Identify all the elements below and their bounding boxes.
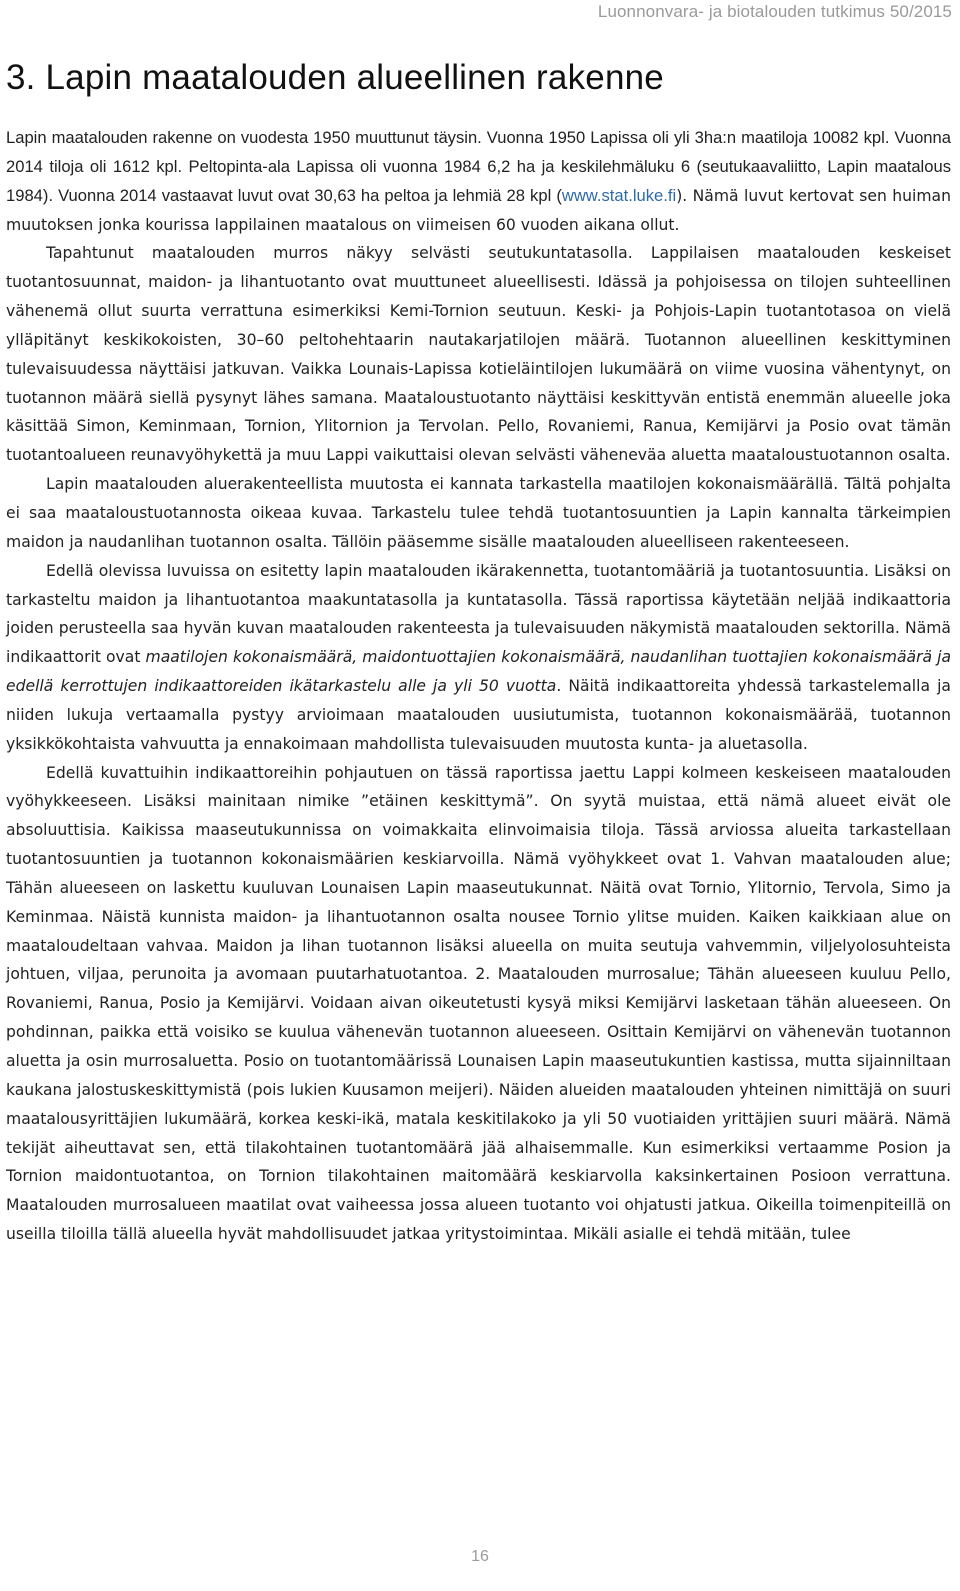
stat-luke-link[interactable]: www.stat.luke.fi bbox=[561, 185, 677, 205]
page-number: 16 bbox=[471, 1548, 489, 1565]
paragraph-4-indicators: maatilojen kokonaismäärä, maidontuottajien kokonaismäärä, naudanlihan tuottajien kokonaismäärä ja edellä kerrottujen indikaattoreiden ikätarkastelu alle ja yli 50 vuotta bbox=[6, 648, 952, 696]
paragraph-3: Lapin maatalouden aluerakenteellista muutosta ei kannata tarkastella maatilojen kokonaismäärällä. Tältä pohjalta ei saa maataloustuotannosta oikeaa kuvaa. Tarkastelu tulee tehdä tuotantosuuntien ja Lapin kannalta tärkeimpien maidon ja naudanlihan tuotannon osalta. Tällöin pääsemme sisälle maatalouden alueelliseen rakenteeseen. bbox=[6, 475, 951, 551]
paragraph-2: Tapahtunut maatalouden murros näkyy selvästi seutukuntatasolla. Lappilaisen maatalouden keskeiset tuotantosuunnat, maidon- ja lihantuotanto ovat muuttuneet alueellisesti. Idässä ja pohjoisessa on tilojen suhteellinen vähenemä ollut suurta verrattuna esimerkiksi Kemi-Tornion seutuun. Keski- ja Pohjois-Lapin tuotantotasoa on vielä ylläpitänyt keskikokoisten, 30–60 peltohehtaarin nautakarjatilojen määrä. Tuotannon alueellinen keskittyminen tulevaisuudessa näyttäisi jatkuvan. Vaikka Lounais-Lapissa kotieläintilojen lukumäärä on viime vuosina vähentynyt, on tuotannon määrä siellä pysynyt lähes samana. Maataloustuotanto näyttäisi keskittyvän entistä enemmän alueelle joka käsittää Simon, Keminmaan, Tornion, Ylitornion ja Tervolan. Pello, Rovaniemi, Ranua, Kemijärvi ja Posio ovat tämän tuotantoalueen reunavyöhykettä ja muu Lappi vaikuttaisi olevan selvästi väheneväa aluetta maataloustuotannon osalta. bbox=[6, 244, 951, 465]
paragraph-1-text-b: ). Nämä luvut kertovat sen huiman muutoksen jonka kourissa lappilainen maatalous on viimeisen 60 vuoden aikana ollut. bbox=[6, 186, 951, 234]
paragraph-5: Edellä kuvattuihin indikaattoreihin pohjautuen on tässä raportissa jaettu Lappi kolmeen keskeiseen maatalouden vyöhykkeeseen. Lisäksi mainitaan nimike ”etäinen keskittymä”. On syytä muistaa, että nämä alueet eivät ole absoluuttisia. Kaikissa maaseutukunnissa on voimakkaita elinvoimaisia tiloja. Tässä arviossa alueita tarkastellaan tuotantosuuntien ja tuotannon kokonaismäärien keskiarvoilla. Nämä vyöhykkeet ovat 1. Vahvan maatalouden alue; Tähän alueeseen on laskettu kuuluvan Lounaisen Lapin maaseutukunnat. Näitä ovat Tornio, Ylitornio, Tervola, Simo ja Keminmaa. Näistä kunnista maidon- ja lihantuotannon osalta nousee Tornio ylitse muiden. Kaiken kaikkiaan alue on maataloudeltaan vahvaa. Maidon ja lihan tuotannon lisäksi alueella on muita seutuja vahvemmin, viljelyolosuhteista johtuen, viljaa, perunoita ja avomaan puutarhatuotantoa. 2. Maatalouden murrosalue; Tähän alueeseen kuuluu Pello, Rovaniemi, Ranua, Posio ja Kemijärvi. Voidaan aivan oikeutetusti kysyä miksi Kemijärvi lasketaan tähän alueeseen. On pohdinnan, paikka että voisiko se kuulua vähenevän tuotannon alueeseen. Osittain Kemijärvi on vähenevän tuotannon aluetta ja osin murrosaluetta. Posio on tuotantomäärissä Lounaisen Lapin maaseutukuntien kastissa, mutta sijainniltaan kaukana jalostuskeskittymistä (pois lukien Kuusamon meijeri). Näiden alueiden maatalouden yhteinen nimittäjä on suuri maatalousyrittäjien lukumäärä, korkea keski-ikä, matala keskitilakoko ja yli 50 vuotiaiden yrittäjien suuri määrä. Nämä tekijät aiheuttavat sen, että tilakohtainen tuotantomäärä jää alhaisemmalle. Kun esimerkiksi vertaamme Posion ja Tornion maidontuotantoa, on Tornion tilakohtainen maitomäärä keskiarvolla kaksinkertainen Posioon verrattuna. Maatalouden murrosalueen maatilat ovat vaiheessa jossa alueen tuotanto voi ohjatusti jatkua. Oikeilla toimenpiteillä on useilla tiloilla tällä alueella hyvät mahdollisuudet jatkaa yritystoimintaa. Mikäli asialle ei tehdä mitään, tulee bbox=[6, 763, 951, 1244]
paragraph-4-text-b: . Näitä indikaattoreita yhdessä tarkastelemalla ja niiden lukuja vertaamalla pystyy arvioimaan maatalouden uusiutumista, tuotannon kokonaismäärää, tuotannon yksikkökohtaista vahvuutta ja ennakoimaan mahdollista tulevaisuuden muutosta kunta- ja aluetasolla. bbox=[6, 677, 951, 753]
body-text bbox=[6, 124, 951, 1249]
running-header: Luonnonvara- ja biotalouden tutkimus 50/2015 bbox=[597, 2, 952, 21]
paragraph-1-text-a: Lapin maatalouden rakenne on vuodesta 1950 muuttunut täysin. Vuonna 1950 Lapissa oli yli 3ha:n maatiloja 10082 kpl. Vuonna 2014 tiloja oli 1612 kpl. Peltopinta-ala Lapissa oli vuonna 1984 6,2 ha ja keskilehmäluku 6 (seutukaavaliitto, Lapin maatalous 1984). Vuonna 2014 vastaavat luvut ovat 30,63 ha peltoa ja lehmiä 28 kpl ( bbox=[6, 128, 951, 205]
chapter-title: 3. Lapin maatalouden alueellinen rakenne bbox=[6, 58, 664, 97]
paragraph-4 bbox=[6, 557, 951, 759]
paragraph-1 bbox=[6, 124, 951, 239]
paragraph-4-text-a: Edellä olevissa luvuissa on esitetty lapin maatalouden ikärakennetta, tuotantomääriä ja tuotantosuuntia. Lisäksi on tarkasteltu maidon ja lihantuotantoa maakuntatasolla ja kuntatasolla. Tässä raportissa käytetään neljää indikaattoria joiden perusteella saa hyvän kuvan maatalouden rakenteesta ja tulevaisuuden näkymistä maatalouden sektorilla. Nämä indikaattorit ovat bbox=[6, 561, 951, 667]
